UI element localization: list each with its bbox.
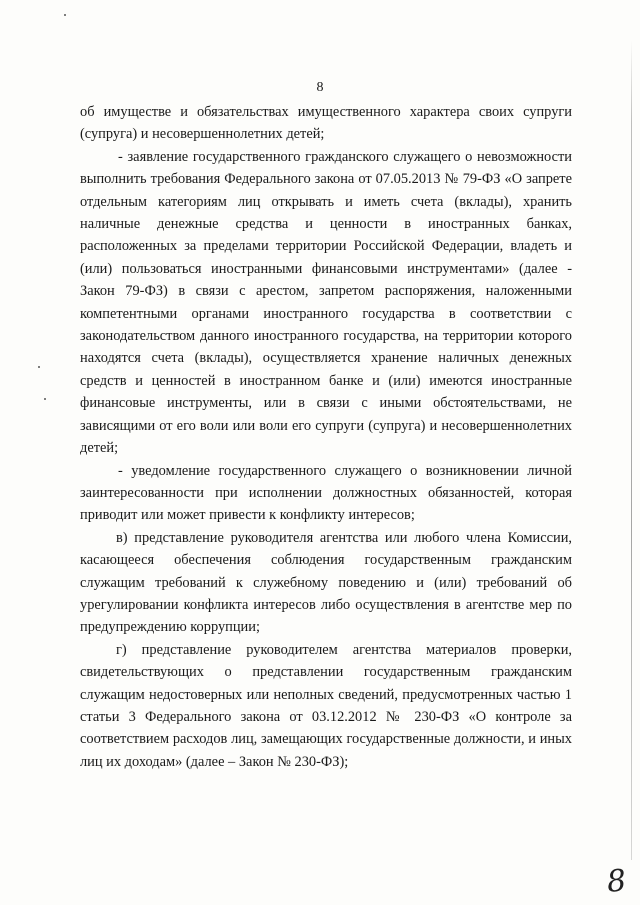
document-body (80, 101, 572, 773)
scan-edge-shadow (631, 40, 632, 860)
page-number: 8 (316, 80, 324, 95)
paragraph-application-79fz: - заявление государственного гражданского служащего о невозможности выполнить требования Федерального закона от 07.05.2013 № 79-ФЗ «О запрете отдельным категориям лиц открывать и иметь счета (вклады), хранить наличные денежные средства и ценности в иностранных банках, расположенных за пределами территории Российской Федерации, владеть и (или) пользоваться иностранными финансовыми инструментами» (далее - Закон 79-ФЗ) в связи с арестом, запретом распоряжения, наложенными компетентными органами иностранного государства в соответствии с законодательством данного иностранного государства, на территории которого находятся счета (вклады), осуществляется хранение наличных денежных средств и ценностей в иностранном банке и (или) имеются иностранные финансовые инструменты, или в связи с иными обстоятельствами, не зависящими от его воли или воли его супруги (супруга) и несовершеннолетних детей; (80, 148, 572, 457)
scan-speck (44, 398, 46, 400)
paragraph-item-v: в) представление руководителя агентства или любого члена Комиссии, касающееся обеспечения соблюдения государственным гражданским служащим требований к служебному поведению и (или) требований об урегулировании конфликта интересов либо осуществления в агентстве мер по предупреждению коррупции; (80, 529, 572, 636)
handwritten-page-number: 8 (605, 863, 628, 900)
scan-speck (38, 366, 40, 368)
paragraph-conflict-notification: - уведомление государственного служащего о возникновении личной заинтересованности при исполнении должностных обязанностей, которая приводит или может привести к конфликту интересов; (80, 462, 572, 524)
scan-speck (64, 14, 66, 16)
paragraph-property-obligations: об имуществе и обязательствах имущественного характера своих супруги (супруга) и несовершеннолетних детей; (80, 104, 572, 143)
paragraph-item-g: г) представление руководителем агентства материалов проверки, свидетельствующих о представлении государственным гражданским служащим недостоверных или неполных сведений, предусмотренных частью 1 статьи 3 Федерального закона от 03.12.2012 № 230-ФЗ «О контроле за соответствием расходов лиц, замещающих государственные должности, и иных лиц их доходам» (далее – Закон № 230-ФЗ); (80, 641, 572, 770)
